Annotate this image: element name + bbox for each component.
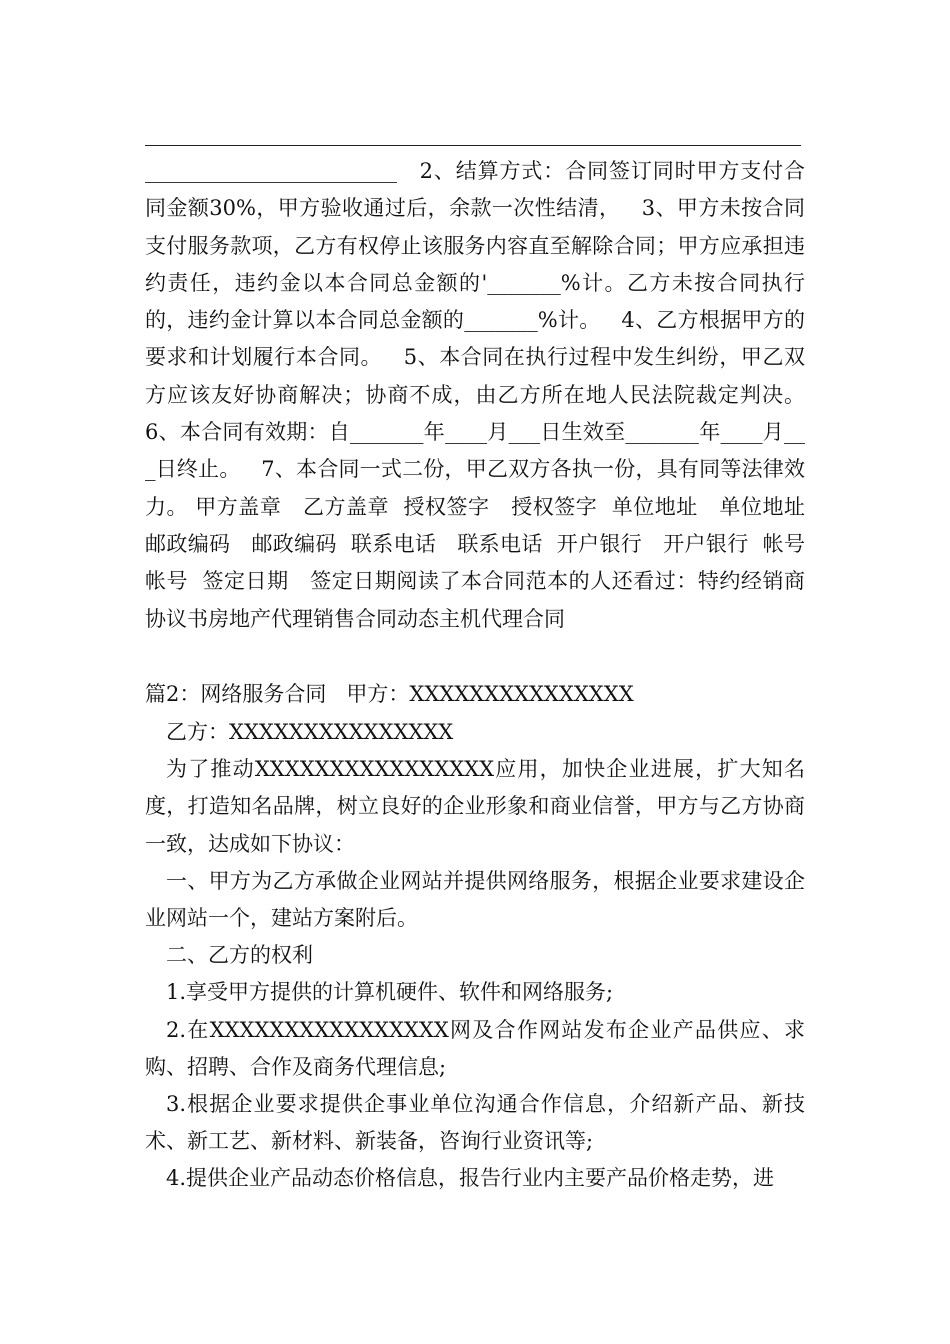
clause-two-heading: 二、乙方的权利 [166, 943, 313, 967]
top-blank-line [145, 145, 801, 146]
section-heading-party-a: 篇2：网络服务合同 甲方：XXXXXXXXXXXXXXX [145, 682, 634, 706]
contract-terms-paragraph: ________________________ 2、结算方式：合同签订同时甲方支付合同金额30%，甲方验收通过后，余款一次性结清， 3、甲方未按合同支付服务款项，乙方有权停止该服务内容直至解除合同；甲方应承担违约责任，违约金以本合同总金额的'_______%计。乙方未按合同执行的，违约金计算以本合同总金额的_______%计。 4、乙方根据甲方的要求和计划履行本合同。 5、本合同在执行过程中发生纠纷，甲乙双方应该友好协商解决；协商不成，由乙方所在地人民法院裁定判决。 6、本合同有效期：自_______年____月___日生效至_______年____月___日终止。 7、本合同一式二份，甲乙双方各执一份，具有同等法律效力。 甲方盖章 乙方盖章 授权签字 授权签字 单位地址 单位地址 邮政编码 邮政编码 联系电话 联系电话 开户银行 开户银行 帐号 帐号 签定日期 签定日期阅读了本合同范本的人还看过：特约经销商协议书房地产代理销售合同动态主机代理合同 [145, 159, 826, 631]
right-item-3: 3.根据企业要求提供企事业单位沟通合作信息，介绍新产品、新技术、新工艺、新材料、新装备，咨询行业资讯等; [145, 1092, 805, 1154]
right-item-1: 1.享受甲方提供的计算机硬件、软件和网络服务; [166, 980, 614, 1004]
right-item-2: 2.在XXXXXXXXXXXXXXXX网及合作网站发布企业产品供应、求购、招聘、合作及商务代理信息; [145, 1018, 805, 1080]
preamble-paragraph: 为了推动XXXXXXXXXXXXXXXX应用，加快企业进展，扩大知名度，打造知名品牌，树立良好的企业形象和商业信誉，甲方与乙方协商一致，达成如下协议： [145, 757, 805, 856]
right-item-4: 4.提供企业产品动态价格信息，报告行业内主要产品价格走势，进 [166, 1166, 775, 1190]
clause-one-paragraph: 一、甲方为乙方承做企业网站并提供网络服务，根据企业要求建设企业网站一个，建站方案附后。 [145, 869, 805, 931]
party-b-line: 乙方：XXXXXXXXXXXXXXX [166, 720, 454, 744]
